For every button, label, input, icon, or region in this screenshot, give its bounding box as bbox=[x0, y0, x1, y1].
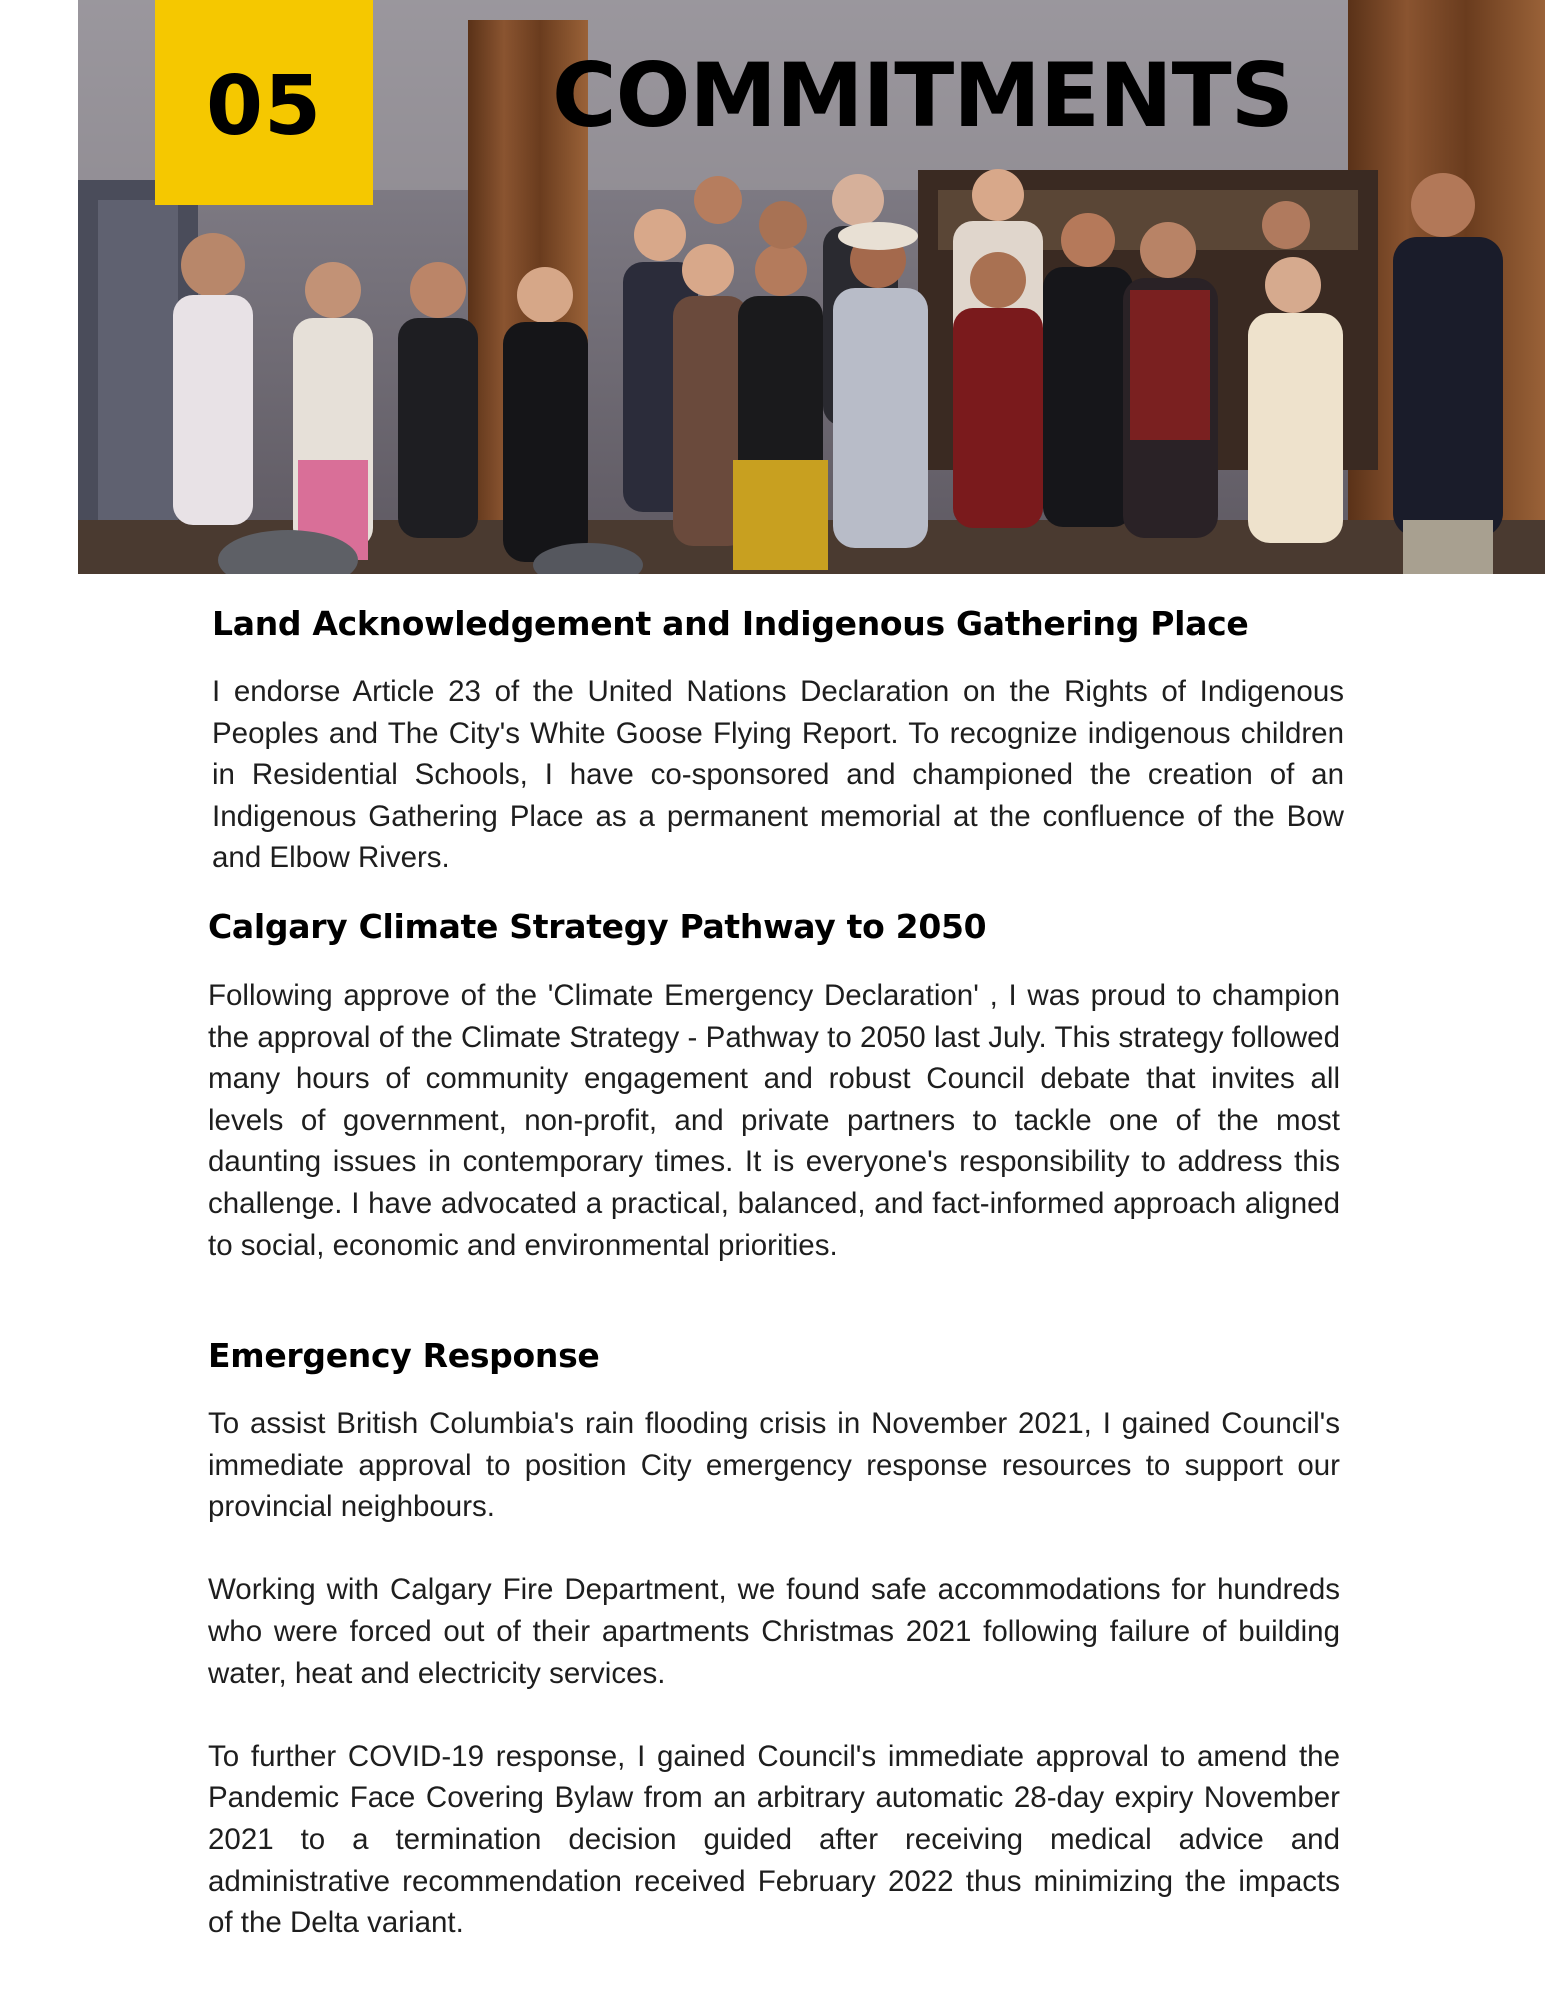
section-number-badge bbox=[155, 0, 373, 205]
section-heading: Land Acknowledgement and Indigenous Gathering Place bbox=[212, 604, 1249, 643]
section-land-acknowledgement bbox=[212, 604, 1344, 879]
section-number: 05 bbox=[205, 59, 323, 154]
section-paragraph: To assist British Columbia's rain flooding crisis in November 2021, I gained Council's immediate approval to position City emergency response resources to support our provincial neighbours. bbox=[208, 1407, 1340, 1524]
section-heading: Calgary Climate Strategy Pathway to 2050 bbox=[208, 907, 987, 946]
section-climate-strategy bbox=[208, 907, 1340, 1266]
section-paragraph: I endorse Article 23 of the United Nations Declaration on the Rights of Indigenous Peoples and The City's White Goose Flying Report. To recognize indigenous children in Residential Schools, I have co-sponsored and championed the creation of an Indigenous Gathering Place as a permanent memorial at the confluence of the Bow and Elbow Rivers. bbox=[212, 675, 1344, 875]
section-paragraph: Working with Calgary Fire Department, we found safe accommodations for hundreds who were forced out of their apartments Christmas 2021 following failure of building water, heat and electricity services. bbox=[208, 1573, 1340, 1690]
section-emergency-response bbox=[208, 1336, 1340, 1944]
page-title: COMMITMENTS bbox=[552, 44, 1294, 147]
section-heading: Emergency Response bbox=[208, 1336, 600, 1375]
section-paragraph: To further COVID-19 response, I gained Council's immediate approval to amend the Pandemic Face Covering Bylaw from an arbitrary automatic 28-day expiry November 2021 to a termination decision guided after receiving medical advice and administrative recommendation received February 2022 thus minimizing the impacts of the Delta variant. bbox=[208, 1739, 1340, 1940]
section-paragraph: Following approve of the 'Climate Emergency Declaration' , I was proud to champion the approval of the Climate Strategy - Pathway to 2050 last July. This strategy followed many hours of community engagement and robust Council debate that invites all levels of government, non-profit, and private partners to tackle one of the most daunting issues in contemporary times. It is everyone's responsibility to address this challenge. I have advocated a practical, balanced, and fact-informed approach aligned to social, economic and environmental priorities. bbox=[208, 979, 1340, 1262]
